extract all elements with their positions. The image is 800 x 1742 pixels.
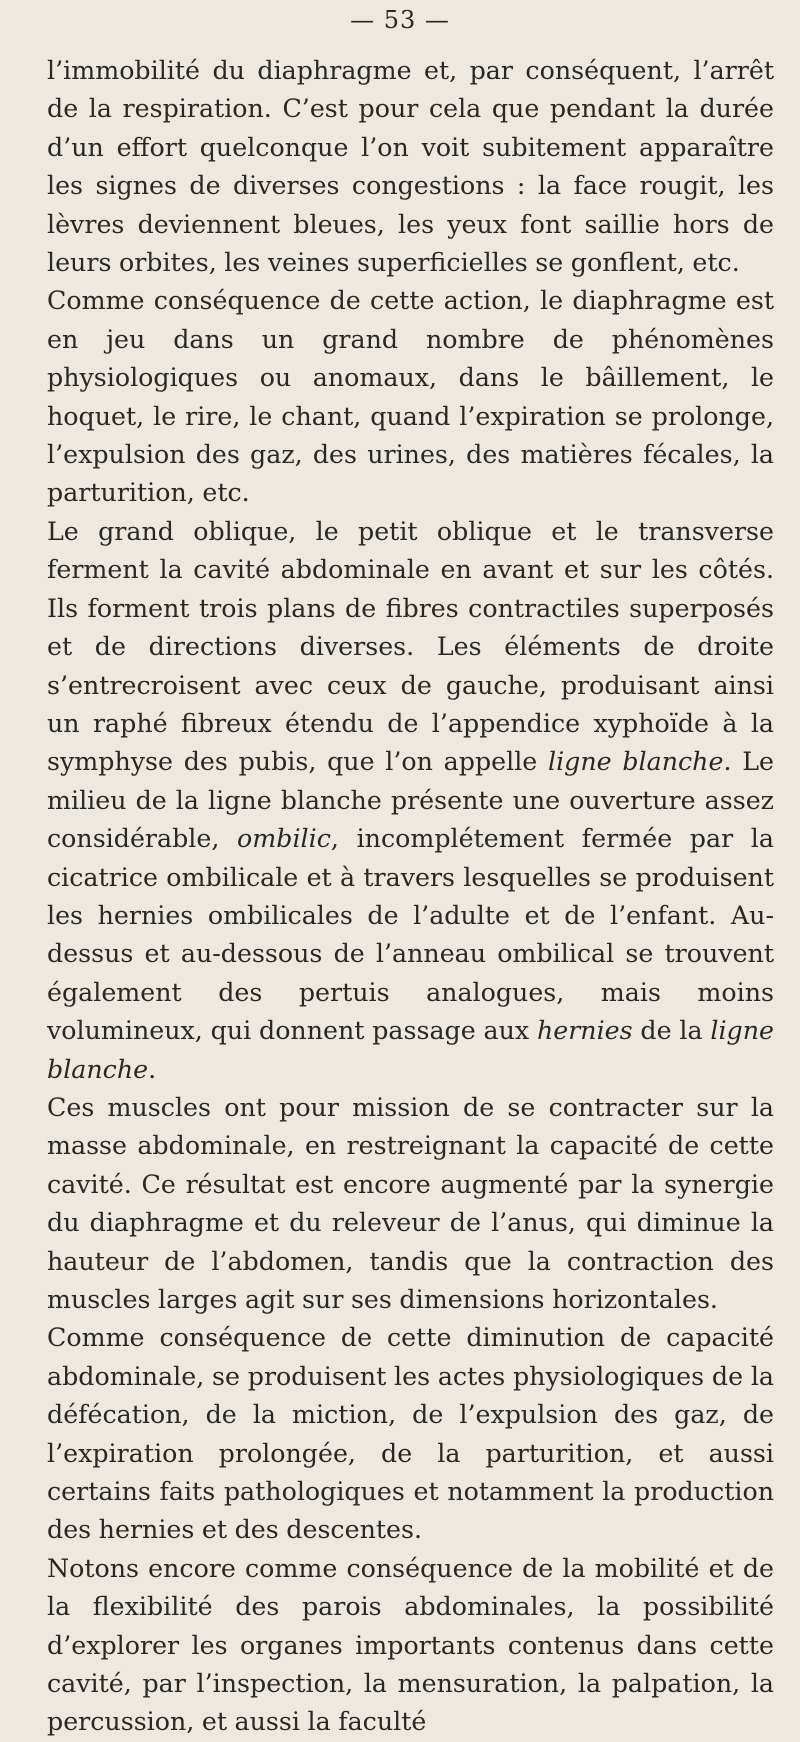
paragraph-5 — [47, 1319, 774, 1549]
text-run: Le grand oblique, le petit oblique et le transverse ferment la cavité abdominale en avant et sur les côtés. Ils forment trois plans de fibres contractiles superposés et de directions diverses. Les éléments de droite s’entrecroisent avec ceux de gauche, produisant ainsi un raphé fibreux étendu de l’appendice xyphoïde à la symphyse des pubis, que l’on appelle — [47, 516, 774, 777]
paragraph-3 — [47, 513, 774, 1089]
paragraph-6 — [47, 1550, 774, 1742]
text-run: l’immobilité du diaphragme et, par conséquent, l’arrêt de la respiration. C’est pour cela que pendant la durée d’un effort quelconque l’on voit subitement apparaître les signes de diverses congestions : la face rougit, les lèvres deviennent bleues, les yeux font saillie hors de leurs orbites, les veines superficielles se gonflent, etc. — [47, 56, 774, 278]
text-run: Ces muscles ont pour mission de se contracter sur la masse abdominale, en restreignant la capacité de cette cavité. Ce résultat est encore augmenté par la synergie du diaphragme et du releveur de l’anus, qui diminue la hauteur de l’abdomen, tandis que la contraction des muscles larges agit sur ses dimensions horizontales. — [47, 1092, 774, 1314]
paragraph-4 — [47, 1089, 774, 1319]
page-number: — 53 — — [350, 6, 450, 34]
text-run: Comme conséquence de cette diminution de capacité abdominale, se produisent les actes physiologiques de la défécation, de la miction, de l’expulsion des gaz, de l’expiration prolongée, de la parturition, et aussi certains faits pathologiques et notamment la production des hernies et des descentes. — [47, 1323, 774, 1545]
italic-term-ligne-blanche-2: ligne blanche — [47, 1016, 774, 1084]
italic-term-hernies: hernies — [536, 1016, 633, 1046]
paragraph-2 — [47, 282, 774, 512]
text-run: Comme conséquence de cette action, le diaphragme est en jeu dans un grand nombre de phénomènes physiologiques ou anomaux, dans le bâillement, le hoquet, le rire, le chant, quand l’expiration se prolonge, l’expulsion des gaz, des urines, des matières fécales, la parturition, etc. — [47, 286, 774, 508]
text-run: . — [148, 1054, 157, 1084]
italic-term-ligne-blanche: ligne blanche — [547, 747, 724, 777]
text-run: de la — [632, 1016, 711, 1046]
text-run: Notons encore comme conséquence de la mobilité et de la flexibilité des parois abdominales, la possibilité d’explorer les organes importants contenus dans cette cavité, par l’inspection, la mensuration, la palpation, la percussion, et aussi la faculté — [47, 1553, 774, 1737]
italic-term-ombilic: ombilic — [237, 824, 331, 854]
text-run: , incomplétement fermée par la cicatrice ombilicale et à travers lesquelles se produisent les hernies ombilicales de l’adulte et de l’enfant. Au-dessus et au-dessous de l’anneau ombilical se trouvent également des pertuis analogues, mais moins volumineux, qui donnent passage aux — [47, 824, 774, 1046]
paragraph-1 — [47, 52, 774, 282]
text-run: . Le milieu de la ligne blanche présente une ouverture assez considérable, — [47, 747, 774, 854]
body-text — [47, 52, 774, 1742]
